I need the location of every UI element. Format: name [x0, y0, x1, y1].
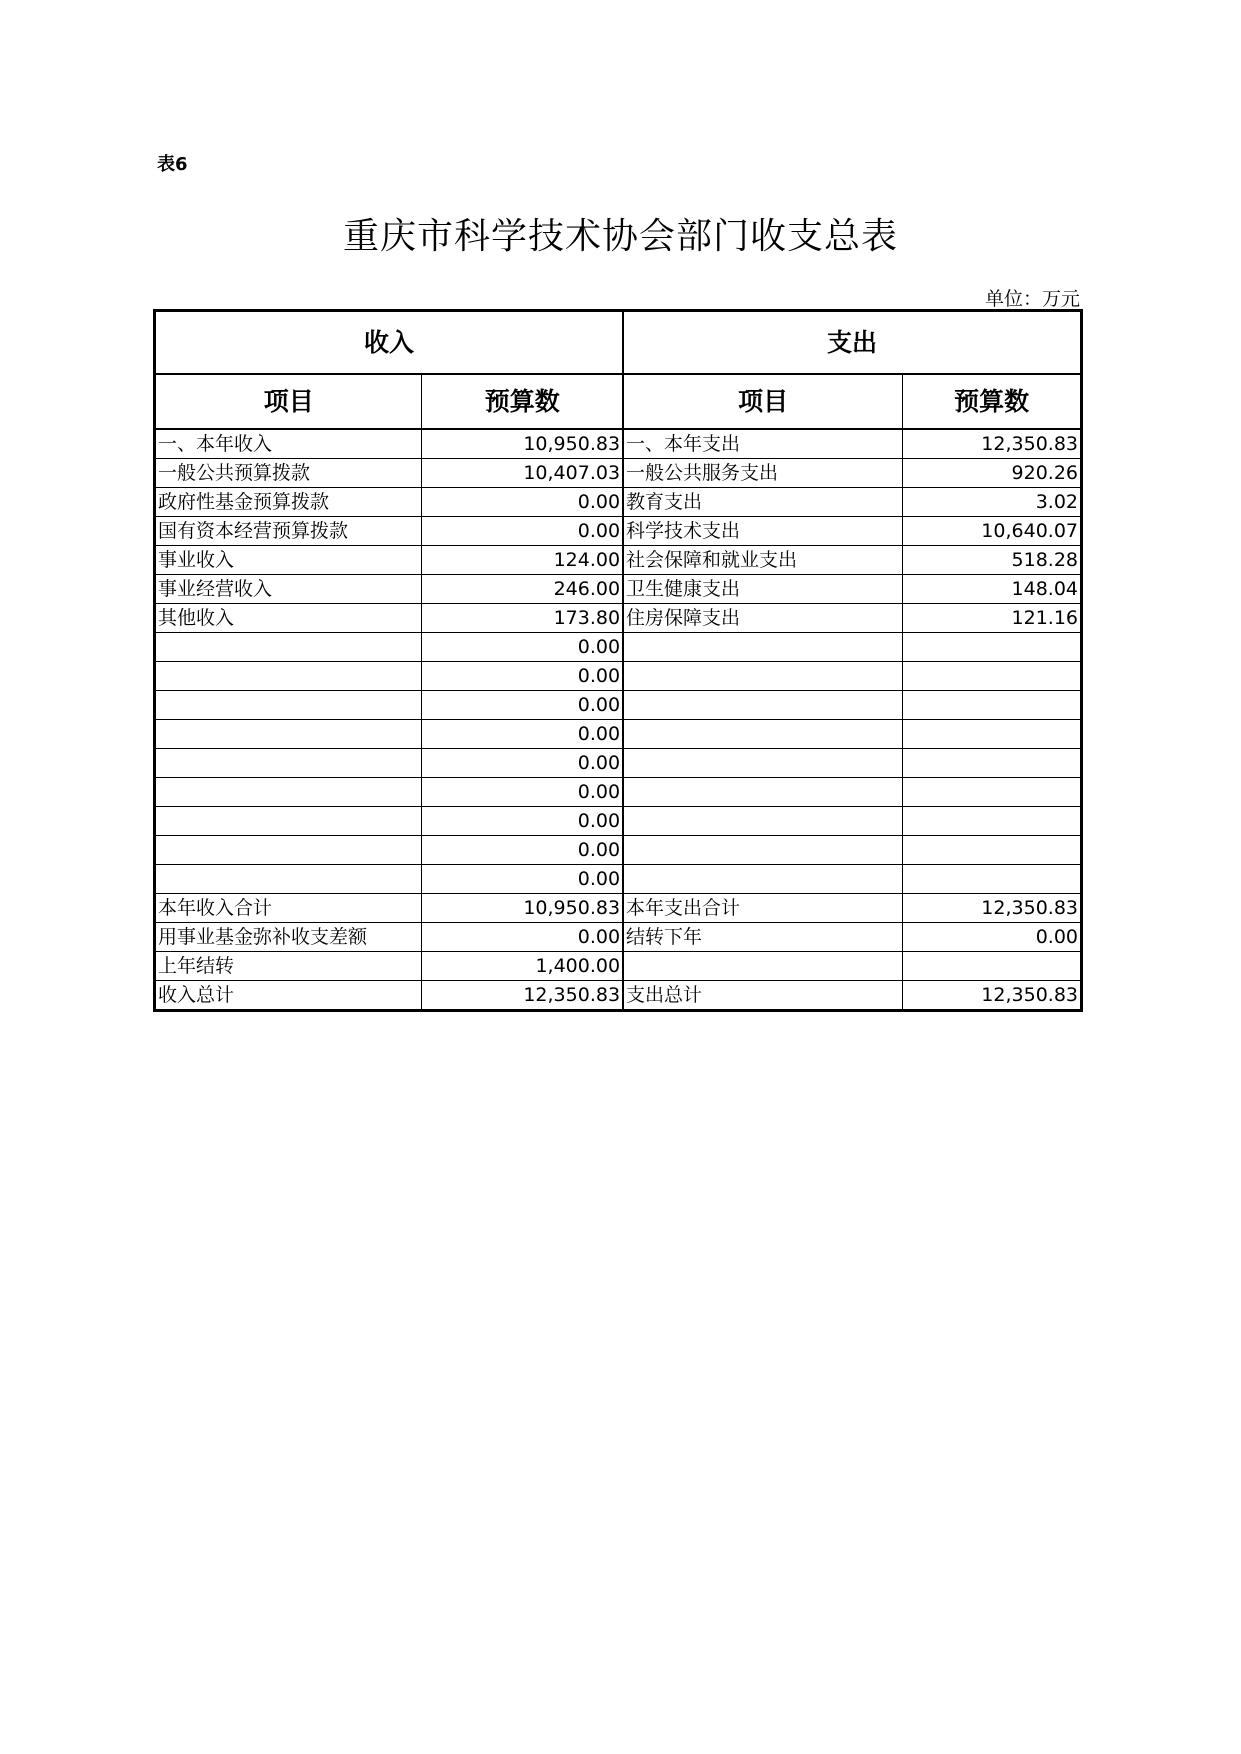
- expense-item-cell: [623, 807, 903, 836]
- expense-item-cell: [623, 749, 903, 778]
- income-item-cell: 收入总计: [155, 981, 422, 1011]
- income-item-cell: 一般公共预算拨款: [155, 459, 422, 488]
- table-row: [155, 575, 1082, 604]
- expense-amount-cell: 121.16: [903, 604, 1082, 633]
- expense-item-cell: 一般公共服务支出: [623, 459, 903, 488]
- income-amount-cell: 10,950.83: [422, 894, 623, 923]
- income-item-cell: [155, 807, 422, 836]
- income-item-cell: 事业经营收入: [155, 575, 422, 604]
- table-row: [155, 865, 1082, 894]
- income-item-cell: [155, 836, 422, 865]
- document-title: 重庆市科学技术协会部门收支总表: [342, 216, 898, 257]
- income-item-cell: 事业收入: [155, 546, 422, 575]
- expense-amount-cell: 518.28: [903, 546, 1082, 575]
- expense-amount-header: 预算数: [903, 374, 1082, 429]
- expense-item-cell: 支出总计: [623, 981, 903, 1011]
- expense-amount-cell: 12,350.83: [903, 894, 1082, 923]
- table-row: [155, 633, 1082, 662]
- expense-item-cell: 本年支出合计: [623, 894, 903, 923]
- income-item-cell: 上年结转: [155, 952, 422, 981]
- expense-amount-cell: 3.02: [903, 488, 1082, 517]
- expense-amount-cell: 10,640.07: [903, 517, 1082, 546]
- expense-amount-cell: [903, 952, 1082, 981]
- expense-group-header: 支出: [623, 311, 1081, 375]
- table-row: [155, 517, 1082, 546]
- table-row: [155, 749, 1082, 778]
- income-amount-cell: 0.00: [422, 691, 623, 720]
- table-row: [155, 923, 1082, 952]
- expense-amount-cell: 12,350.83: [903, 981, 1082, 1011]
- expense-amount-cell: [903, 662, 1082, 691]
- income-amount-cell: 0.00: [422, 836, 623, 865]
- table-row: [155, 604, 1082, 633]
- income-amount-cell: 0.00: [422, 807, 623, 836]
- expense-amount-cell: 148.04: [903, 575, 1082, 604]
- income-item-cell: [155, 633, 422, 662]
- income-item-cell: 国有资本经营预算拨款: [155, 517, 422, 546]
- table-row: [155, 459, 1082, 488]
- expense-item-cell: [623, 836, 903, 865]
- income-item-cell: [155, 778, 422, 807]
- expense-amount-cell: [903, 836, 1082, 865]
- table-row: [155, 546, 1082, 575]
- income-item-cell: [155, 720, 422, 749]
- income-item-cell: [155, 662, 422, 691]
- expense-amount-cell: [903, 720, 1082, 749]
- expense-item-cell: [623, 952, 903, 981]
- income-item-cell: [155, 691, 422, 720]
- table-row: [155, 488, 1082, 517]
- expense-item-header: 项目: [623, 374, 903, 429]
- expense-item-cell: [623, 633, 903, 662]
- table-row: [155, 778, 1082, 807]
- table-row: [155, 691, 1082, 720]
- income-amount-cell: 0.00: [422, 517, 623, 546]
- income-amount-cell: 0.00: [422, 488, 623, 517]
- budget-table-body: [155, 429, 1082, 1011]
- income-item-cell: 政府性基金预算拨款: [155, 488, 422, 517]
- expense-amount-cell: 0.00: [903, 923, 1082, 952]
- income-item-cell: 一、本年收入: [155, 429, 422, 459]
- income-amount-cell: 12,350.83: [422, 981, 623, 1011]
- income-amount-cell: 0.00: [422, 662, 623, 691]
- income-amount-cell: 0.00: [422, 633, 623, 662]
- expense-amount-cell: [903, 807, 1082, 836]
- income-amount-cell: 0.00: [422, 749, 623, 778]
- income-item-cell: 其他收入: [155, 604, 422, 633]
- income-item-cell: 本年收入合计: [155, 894, 422, 923]
- expense-amount-cell: 920.26: [903, 459, 1082, 488]
- income-amount-cell: 0.00: [422, 778, 623, 807]
- table-number-label: 表6: [157, 154, 188, 175]
- income-amount-cell: 0.00: [422, 923, 623, 952]
- table-row: [155, 836, 1082, 865]
- table-row: [155, 662, 1082, 691]
- expense-item-cell: 教育支出: [623, 488, 903, 517]
- table-row: [155, 981, 1082, 1011]
- group-header-row: [155, 311, 1082, 375]
- expense-item-cell: 住房保障支出: [623, 604, 903, 633]
- expense-item-cell: [623, 865, 903, 894]
- income-amount-cell: 124.00: [422, 546, 623, 575]
- income-group-header: 收入: [155, 311, 624, 375]
- expense-item-cell: [623, 720, 903, 749]
- income-item-cell: [155, 865, 422, 894]
- expense-item-cell: 卫生健康支出: [623, 575, 903, 604]
- table-row: [155, 720, 1082, 749]
- income-amount-cell: 10,950.83: [422, 429, 623, 459]
- expense-item-cell: 结转下年: [623, 923, 903, 952]
- table-row: [155, 429, 1082, 459]
- budget-table: [153, 309, 1083, 1012]
- expense-item-cell: [623, 778, 903, 807]
- expense-item-cell: 一、本年支出: [623, 429, 903, 459]
- expense-amount-cell: [903, 865, 1082, 894]
- table-row: [155, 952, 1082, 981]
- income-amount-cell: 0.00: [422, 865, 623, 894]
- expense-item-cell: [623, 662, 903, 691]
- income-amount-cell: 10,407.03: [422, 459, 623, 488]
- expense-item-cell: 科学技术支出: [623, 517, 903, 546]
- income-item-cell: 用事业基金弥补收支差额: [155, 923, 422, 952]
- income-item-cell: [155, 749, 422, 778]
- expense-amount-cell: 12,350.83: [903, 429, 1082, 459]
- column-header-row: [155, 374, 1082, 429]
- unit-label: 单位：万元: [984, 288, 1080, 310]
- table-row: [155, 807, 1082, 836]
- expense-amount-cell: [903, 633, 1082, 662]
- income-item-header: 项目: [155, 374, 422, 429]
- table-row: [155, 894, 1082, 923]
- expense-amount-cell: [903, 691, 1082, 720]
- income-amount-cell: 173.80: [422, 604, 623, 633]
- expense-item-cell: 社会保障和就业支出: [623, 546, 903, 575]
- expense-item-cell: [623, 691, 903, 720]
- expense-amount-cell: [903, 749, 1082, 778]
- income-amount-cell: 246.00: [422, 575, 623, 604]
- income-amount-header: 预算数: [422, 374, 623, 429]
- income-amount-cell: 0.00: [422, 720, 623, 749]
- expense-amount-cell: [903, 778, 1082, 807]
- income-amount-cell: 1,400.00: [422, 952, 623, 981]
